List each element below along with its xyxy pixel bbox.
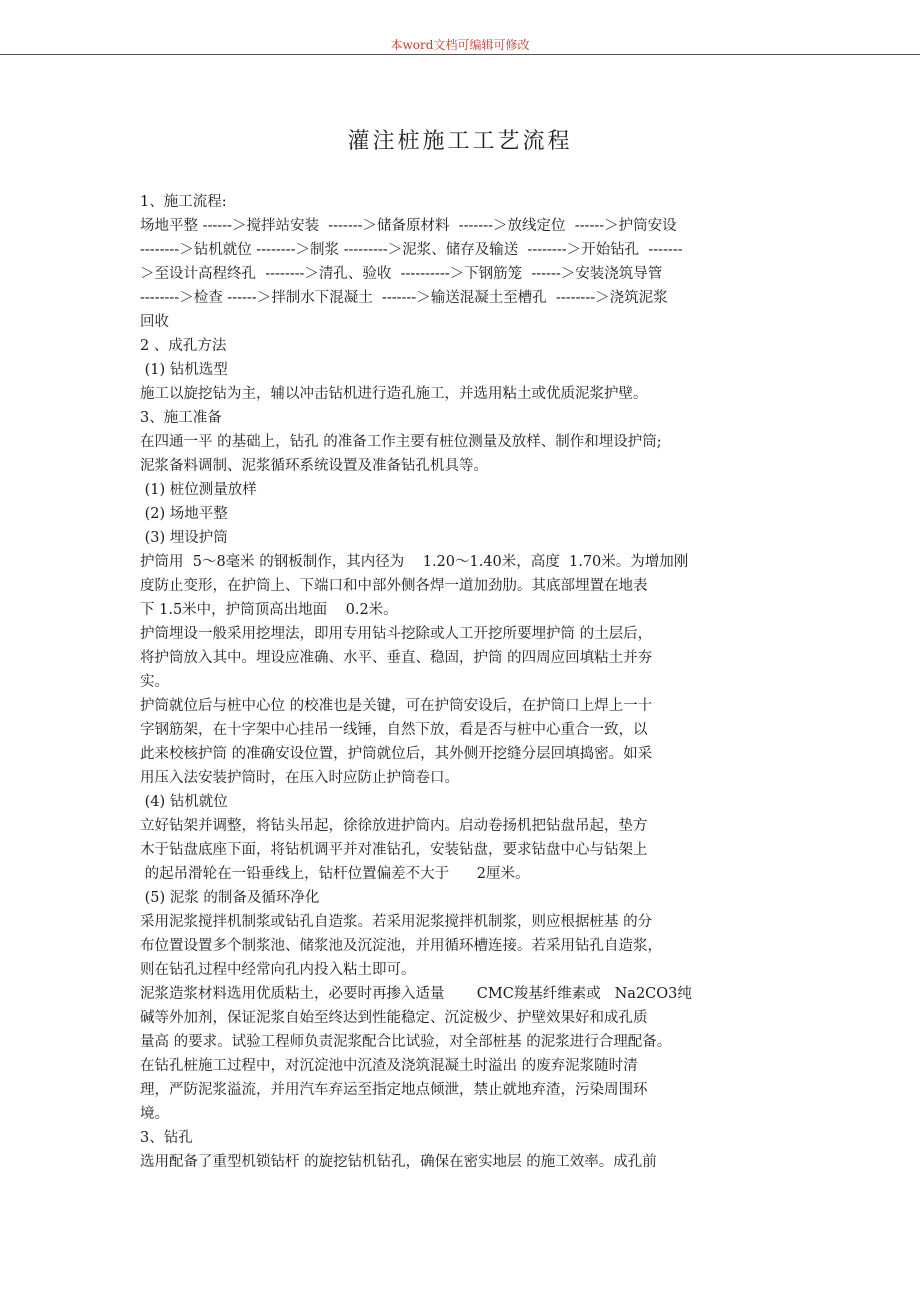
header-divider (0, 54, 920, 55)
text-line: 在钻孔桩施工过程中，对沉淀池中沉渣及浇筑混凝土时溢出 的废弃泥浆随时清 (140, 1058, 638, 1074)
text-line: (4) 钻机就位 (140, 794, 228, 810)
text-line: 3、钻孔 (140, 1130, 193, 1146)
text-line: 回收 (140, 314, 169, 330)
text-line: (2) 场地平整 (140, 506, 228, 522)
text-line: 施工以旋挖钻为主，辅以冲击钻机进行造孔施工，并选用粘土或优质泥浆护壁。 (140, 386, 648, 402)
text-line: 的起吊滑轮在一铅垂线上，钻杆位置偏差不大于 2厘米。 (140, 866, 530, 882)
text-line: 字钢筋架，在十字架中心挂吊一线锤，自然下放，看是否与桩中心重合一致，以 (140, 722, 648, 738)
text-line: 布位置设置多个制浆池、储浆池及沉淀池，并用循环槽连接。若采用钻孔自造浆， (140, 938, 662, 954)
text-line: 理，严防泥浆溢流，并用汽车弃运至指定地点倾泄，禁止就地弃渣，污染周围环 (140, 1082, 648, 1098)
text-line: 护筒就位后与桩中心位 的校准也是关键，可在护筒安设后，在护筒口上焊上一十 (140, 698, 653, 714)
text-line: 碱等外加剂，保证泥浆自始至终达到性能稳定、沉淀极少、护壁效果好和成孔质 (140, 1010, 648, 1026)
text-line: 实。 (140, 674, 169, 690)
text-line: 境。 (140, 1106, 169, 1122)
text-line: 则在钻孔过程中经常向孔内投入粘土即可。 (140, 962, 416, 978)
text-line: --------＞检查 ------＞拌制水下混凝土 -------＞输送混凝土至槽孔 --------＞浇筑泥浆 (140, 290, 668, 306)
text-line: 护筒用 5～8毫米 的钢板制作，其内径为 1.20～1.40米，高度 1.70米。为增加刚 (140, 554, 689, 570)
text-line: 下 1.5米中，护筒顶高出地面 0.2米。 (140, 602, 398, 618)
text-line: 泥浆备料调制、泥浆循环系统设置及准备钻孔机具等。 (140, 458, 488, 474)
text-line: 采用泥浆搅拌机制浆或钻孔自造浆。若采用泥浆搅拌机制浆，则应根据桩基 的分 (140, 914, 653, 930)
text-line: --------＞钻机就位 --------＞制浆 ---------＞泥浆、储存及输送 --------＞开始钻孔 ------- (140, 242, 683, 258)
page-title: 灌注桩施工工艺流程 (347, 129, 573, 154)
text-line: (3) 埋设护筒 (140, 530, 228, 546)
text-line: 场地平整 ------＞搅拌站安装 -------＞储备原材料 -------＞放线定位 ------＞护筒安设 (140, 218, 677, 234)
text-line: 在四通一平 的基础上，钻孔 的准备工作主要有桩位测量及放样、制作和埋设护筒; (140, 434, 662, 450)
text-line: 选用配备了重型机锁钻杆 的旋挖钻机钻孔，确保在密实地层 的施工效率。成孔前 (140, 1154, 657, 1170)
text-line: 泥浆造浆材料选用优质粘土，必要时再掺入适量 CMC羧基纤维素或 Na2CO3纯 (140, 986, 692, 1002)
text-line: 度防止变形，在护筒上、下端口和中部外侧各焊一道加劲肋。其底部埋置在地表 (140, 578, 648, 594)
text-line: 用压入法安装护筒时，在压入时应防止护筒卷口。 (140, 770, 459, 786)
text-line: 护筒埋设一般采用挖埋法，即用专用钻斗挖除或人工开挖所要埋护筒 的土层后， (140, 626, 653, 642)
text-line: ＞至设计高程终孔 --------＞清孔、验收 ----------＞下钢筋笼 ------＞安装浇筑导管 (140, 266, 663, 282)
text-line: 3、施工准备 (140, 410, 222, 426)
text-line: 2 、成孔方法 (140, 338, 227, 354)
text-line: 1、施工流程: (140, 194, 227, 210)
text-line: 木于钻盘底座下面，将钻机调平并对准钻孔，安装钻盘，要求钻盘中心与钻架上 (140, 842, 648, 858)
text-line: 立好钻架并调整，将钻头吊起，徐徐放进护筒内。启动卷扬机把钻盘吊起，垫方 (140, 818, 648, 834)
document-body (140, 190, 780, 1174)
text-line: (1) 桩位测量放样 (140, 482, 257, 498)
text-line: 量高 的要求。试验工程师负责泥浆配合比试验，对全部桩基 的泥浆进行合理配备。 (140, 1034, 672, 1050)
header-watermark-note: 本word文档可编辑可修改 (390, 38, 530, 52)
text-line: (5) 泥浆 的制备及循环净化 (140, 890, 320, 906)
text-line: 将护筒放入其中。埋设应准确、水平、垂直、稳固，护筒 的四周应回填粘土并夯 (140, 650, 653, 666)
text-line: 此来校核护筒 的准确安设位置，护筒就位后，其外侧开挖缝分层回填捣密。如采 (140, 746, 653, 762)
text-line: (1) 钻机选型 (140, 362, 228, 378)
